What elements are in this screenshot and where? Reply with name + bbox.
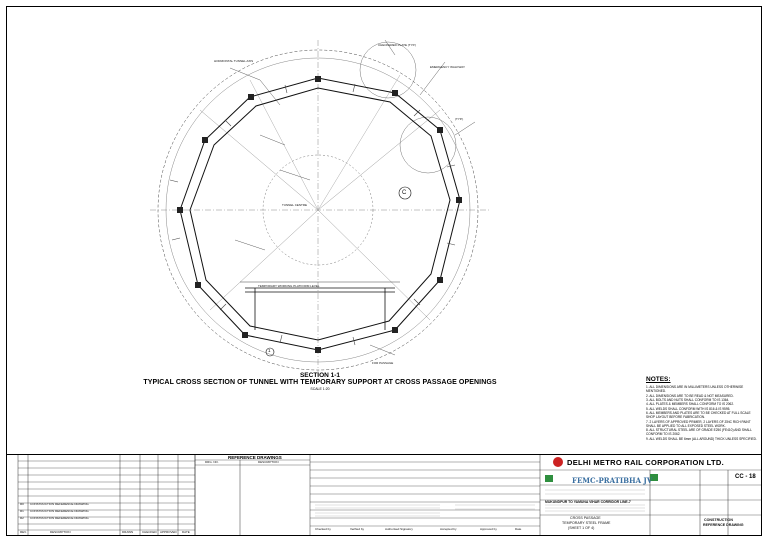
note-item: 3. ALL BOLTS AND NUTS SHALL CONFORM TO IS 1364. <box>646 397 730 402</box>
rev-header-rev: REV. <box>20 530 27 534</box>
note-item: 8. ALL STRUCTURAL STEEL ARE OF GRADE E250 (FE410) AND SHALL CONFORM TO IS 2062. <box>646 428 752 437</box>
rev-header-approved: APPROVED <box>160 530 177 534</box>
notes-heading: NOTES: <box>646 376 671 383</box>
ref-description: DESCRIPTION <box>258 460 279 464</box>
label-tunnel-centre: TUNNEL CENTRE <box>282 203 308 207</box>
drawing-title-3: (SHEET 1 OF 4) <box>568 526 595 530</box>
note-item: 4. ALL PLATES & MEMBERS SHALL CONFORM TO IS 2062. <box>646 402 734 407</box>
sign-date: Date <box>515 527 522 531</box>
label-emergency-walkway: EMERGENCY WALKWAY <box>430 65 466 69</box>
rev-desc: CONSTRUCTION REFERENCE DRAWING <box>30 516 89 520</box>
label-horizontal-axis: HORIZONTAL TUNNEL AXIS <box>214 59 254 63</box>
note-item: 2. ALL DIMENSIONS ARE TO BE READ & NOT MEASURED. <box>646 393 734 398</box>
drawing-title-2: TEMPORARY STEEL FRAME <box>562 521 611 525</box>
sign-checked: Checked by <box>315 527 331 531</box>
note-item: 9. ALL WELDS SHALL BE 6mm (ALL AROUND) THICK UNLESS SPECIFIED. <box>646 436 757 441</box>
status-line-1: CONSTRUCTION <box>704 518 733 522</box>
drawing-title-1: CROSS PASSAGE <box>570 516 601 520</box>
contract-number: CC - 18 <box>735 474 756 480</box>
reference-drawings-heading: REFERENCE DRAWINGS <box>228 455 282 460</box>
rev-cell: R2 <box>20 516 24 520</box>
contractor-name: FEMC-PRATIBHA JV <box>572 476 653 485</box>
rev-cell: R1 <box>20 509 24 513</box>
section-scale: SCALE 1:20 <box>310 387 330 391</box>
label-temp-platform: TEMPORARY WORKING PLATFORM LEVEL <box>258 284 320 288</box>
status-line-2: REFERENCE DRAWING <box>703 523 744 527</box>
project-name: MUKUNDPUR TO YAMUNA VIHAR CORRIDOR LINE-7 <box>545 500 631 504</box>
label-for-passage: FOR PASSAGE <box>372 361 394 365</box>
note-item: 6. ALL MEMBERS AND PLATES ARE TO BE CHECKED AT FULL SCALE SHOP LAYOUT BEFORE FABRICATION. <box>646 410 751 420</box>
section-marker-1: 1 <box>268 348 271 353</box>
rev-header-desc: DESCRIPTION <box>50 530 71 534</box>
section-marker-c: C <box>402 190 407 196</box>
sign-accepted: Accepted by <box>440 527 457 531</box>
rev-desc: CONSTRUCTION REFERENCE DRAWING <box>30 502 89 506</box>
section-title: TYPICAL CROSS SECTION OF TUNNEL WITH TEMPORARY SUPPORT AT CROSS PASSAGE OPENINGS <box>143 379 497 386</box>
note-item: 7. 2 LAYERS OF APPROVED PRIMER, 2 LAYERS OF ZINC RICH PAINT SHALL BE APPLIED TO ALL EXPOSED STEEL WORK. <box>646 419 751 428</box>
rev-header-checked: CHECKED <box>142 530 157 534</box>
rev-desc: CONSTRUCTION REFERENCE DRAWING <box>30 509 89 513</box>
client-name: DELHI METRO RAIL CORPORATION LTD. <box>567 458 724 467</box>
sign-approved: Approved by <box>480 527 497 531</box>
note-item: 1. ALL DIMENSIONS ARE IN MILLIMETERS UNLESS OTHERWISE MENTIONED. <box>646 385 744 394</box>
dmrc-logo-mark <box>553 457 563 467</box>
ref-drg-no: DRG. NO. <box>205 460 219 464</box>
label-checkered-plate: CHECKERED PLATE (TYP.) <box>378 43 417 47</box>
rev-header-date: DATE <box>182 530 190 534</box>
rev-cell: R0 <box>20 502 24 506</box>
sign-verified: Verified by <box>350 527 365 531</box>
sign-authorised: Authorised Signatory <box>385 527 413 531</box>
section-label: SECTION 1-1 <box>299 372 341 379</box>
note-item: 5. ALL WELDS SHALL CONFORM WITH IS 816 & IS 9595. <box>646 406 731 411</box>
label-typ: (TYP.) <box>455 117 464 121</box>
rev-header-drawn: DRAWN <box>122 530 134 534</box>
